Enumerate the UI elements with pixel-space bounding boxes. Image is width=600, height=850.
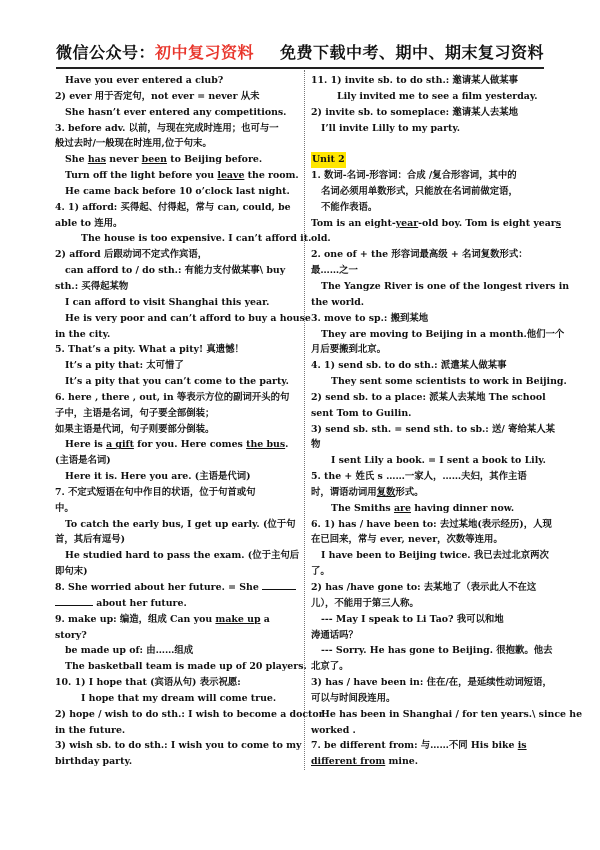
text-line: can afford to / do sth.: 有能力支付做某事\ buy: [65, 265, 286, 277]
text-run: 9. make up: 编造，组成 Can you: [55, 613, 216, 625]
text-line: 4. 1) afford: 买得起、付得起，常与 can, could, be: [55, 201, 291, 213]
text-line: [311, 216, 562, 232]
text-run: 形式。: [395, 486, 424, 498]
text-line: 最……之一: [311, 265, 358, 277]
text-run: the room.: [244, 170, 299, 182]
text-line: 中。: [55, 502, 74, 514]
underlined-text: has: [87, 154, 106, 166]
text-line: It’s a pity that: 太可惜了: [65, 360, 184, 372]
text-line: 2. one of + the 形容词最高级 + 名词复数形式：: [311, 249, 528, 261]
text-line: 北京了。: [311, 661, 349, 673]
text-line: She hasn’t ever entered any competitions.: [65, 106, 287, 118]
text-line: birthday party.: [55, 756, 133, 768]
text-line: [311, 738, 548, 754]
header-slogan: 免费下载中考、期中、期末复习资料: [280, 43, 545, 62]
text-run: Turn off the light before you: [65, 170, 218, 182]
text-line: 名词必须用单数形式，只能放在名词前做定语，: [321, 185, 518, 197]
text-run: about her future.: [93, 597, 187, 609]
text-line: Lily invited me to see a film yesterday.: [337, 90, 538, 102]
text-line: To catch the early bus, I get up early. (位于句: [65, 518, 296, 530]
text-run: 时，谓语动词用: [311, 486, 377, 498]
fill-in-blank: [262, 580, 296, 590]
text-line: 如果主语是代词，句子则要部分倒装。: [55, 423, 215, 435]
text-line: 儿），不能用于第三人称。: [311, 597, 419, 609]
underlined-text: different from: [311, 756, 386, 768]
text-line: The Yangze River is one of the longest rivers in: [321, 280, 570, 292]
text-line: 3) has / have been in: 住在/在，是延续性动词短语，: [311, 677, 552, 689]
text-line: 6. here , there , out, in 等表示方位的副词开头的句: [55, 391, 290, 403]
text-run: Here is: [65, 439, 107, 451]
text-run: 8. She worried about her future. = She: [55, 582, 263, 593]
text-run: The Smiths: [331, 502, 394, 514]
text-run: She: [65, 154, 88, 166]
text-line: 子中，主语是名词，句子要全部倒装；: [55, 407, 215, 419]
right-column: [311, 73, 583, 770]
text-line: the world.: [311, 296, 365, 308]
text-line: 2) invite sb. to someplace: 邀请某人去某地: [311, 106, 519, 118]
text-line: [55, 596, 292, 612]
text-line: (主语是名词): [55, 455, 111, 467]
text-line: 2) send sb. to a place: 派某人去某地 The school: [311, 391, 546, 403]
text-run: .: [285, 439, 289, 451]
text-line: Have you ever entered a club?: [65, 75, 224, 86]
text-run: a: [260, 613, 270, 625]
text-run: Tom is an eight-: [311, 217, 396, 229]
text-line: He came back before 10 o’clock last night.: [65, 185, 290, 197]
page-header: [0, 40, 600, 66]
text-line: [55, 437, 292, 453]
text-line: 可以与时间段连用。: [311, 692, 396, 704]
underlined-text: the bus: [246, 439, 286, 451]
text-line: 5. That’s a pity. What a pity! 真遗憾！: [55, 344, 244, 356]
text-line: in the future.: [55, 724, 126, 736]
text-line: 月后要搬到北京。: [311, 344, 387, 356]
text-run: mine.: [385, 756, 419, 768]
text-run: having dinner now.: [410, 502, 515, 514]
text-line: 在已回来，常与 ever, never，次数等连用。: [311, 534, 503, 546]
text-line: 6. 1) has / have been to: 去过某地(表示经历)，人现: [311, 518, 552, 530]
text-run: 7. be different from: 与……不同 His bike: [311, 740, 518, 752]
text-line: 2) has /have gone to: 去某地了（表示此人不在这: [311, 582, 537, 593]
text-line: He has been in Shanghai / for ten years.\ since he: [321, 708, 583, 720]
text-line: sent Tom to Guilin.: [311, 407, 412, 419]
text-line: They are moving to Beijing in a month.他们一个: [321, 328, 565, 340]
text-line: I’ll invite Lilly to my party.: [321, 122, 460, 134]
text-line: be made up of: 由……组成: [65, 645, 194, 657]
text-line: [311, 485, 548, 501]
text-line: able to 连用。: [55, 217, 123, 229]
text-line: 2) ever 用于否定句，not ever = never 从未: [55, 90, 260, 102]
underlined-text: leave: [217, 170, 245, 182]
text-line: 3) wish sb. to do sth.: I wish you to come to my: [55, 740, 302, 752]
text-line: 涛通话吗？: [311, 629, 358, 641]
text-line: 物: [311, 439, 321, 451]
text-line: I have been to Beijing twice. 我已去过北京两次: [321, 550, 549, 562]
text-line: in the city.: [55, 328, 111, 340]
text-line: I hope that my dream will come true.: [81, 692, 277, 704]
text-line: old.: [311, 233, 331, 245]
text-line: sth.: 买得起某物: [55, 280, 129, 292]
text-line: --- May I speak to Li Tao? 我可以和地: [321, 613, 504, 625]
text-line: 7. 不定式短语在句中作目的状语，位于句首或句: [55, 486, 256, 498]
text-run: for you. Here comes: [133, 439, 247, 451]
text-line: 2) afford 后跟动词不定式作宾语，: [55, 249, 208, 261]
unit-heading: Unit 2: [311, 152, 346, 168]
text-line: He is very poor and can’t afford to buy a house: [65, 312, 311, 324]
text-run: -old boy. Tom is eight year: [418, 217, 556, 229]
text-line: 不能作表语。: [321, 201, 378, 213]
text-line: 4. 1) send sb. to do sth.: 派遣某人做某事: [311, 360, 507, 372]
text-line: I sent Lily a book. = I sent a book to Lily.: [331, 455, 546, 467]
underlined-text: a gift: [106, 439, 134, 451]
text-line: The house is too expensive. I can’t afford it.: [81, 233, 312, 245]
text-line: --- Sorry. He has gone to Beijing. 很抱歉。他去: [321, 645, 553, 657]
underlined-text: s: [555, 217, 562, 229]
text-line: They sent some scientists to work in Beijing.: [331, 376, 567, 388]
text-line: [55, 152, 292, 168]
fill-in-blank: [55, 596, 93, 606]
text-line: 首，其后有逗号): [55, 534, 126, 546]
text-line: 3. move to sp.: 搬到某地: [311, 312, 429, 324]
text-line: [55, 580, 292, 596]
underlined-text: year: [395, 217, 419, 229]
text-line: 3) send sb. sth. = send sth. to sb.: 送/ 寄给某人某: [311, 423, 555, 435]
underlined-text: been: [141, 154, 167, 166]
text-line: [311, 501, 548, 517]
underlined-text: is: [517, 740, 527, 752]
underlined-text: 复数: [376, 486, 396, 498]
text-line: 了。: [311, 566, 330, 578]
text-line: 1. 数词-名词-形容词：合成 /复合形容词，其中的: [311, 170, 517, 182]
text-line: 5. the + 姓氏 s ……一家人，……夫妇，其作主语: [311, 471, 527, 483]
header-wechat-label: 微信公众号：: [55, 43, 155, 62]
text-line: [311, 754, 548, 770]
text-line: 10. 1) I hope that (宾语从句) 表示祝愿:: [55, 677, 241, 689]
header-account-name: 初中复习资料: [154, 43, 254, 62]
header-rule: [56, 67, 544, 69]
text-line: I can afford to visit Shanghai this year.: [65, 296, 270, 308]
text-line: [311, 136, 548, 152]
text-line: Here it is. Here you are. (主语是代词): [65, 471, 251, 483]
text-line: 3. before adv. 以前，与现在完成时连用；也可与一: [55, 122, 279, 134]
text-line: [55, 612, 292, 628]
text-run: never: [106, 154, 142, 166]
text-line: [55, 168, 299, 184]
text-line: story?: [55, 629, 87, 641]
text-line: worked .: [311, 724, 356, 736]
text-line: 即句末): [55, 566, 88, 578]
text-line: It’s a pity that you can’t come to the party.: [65, 376, 289, 388]
text-line: The basketball team is made up of 20 players.: [65, 661, 307, 673]
underlined-text: make up: [215, 613, 261, 625]
underlined-text: are: [393, 502, 411, 514]
text-line: 般过去时/一般现在时连用,位于句末。: [55, 138, 212, 150]
text-run: to Beijing before.: [166, 154, 263, 166]
unit-heading-line: [311, 152, 548, 168]
text-line: 11. 1) invite sb. to do sth.: 邀请某人做某事: [311, 75, 519, 86]
text-line: 2) hope / wish to do sth.: I wish to become a doctor: [55, 708, 324, 720]
text-line: He studied hard to pass the exam. (位于主句后: [65, 550, 300, 562]
